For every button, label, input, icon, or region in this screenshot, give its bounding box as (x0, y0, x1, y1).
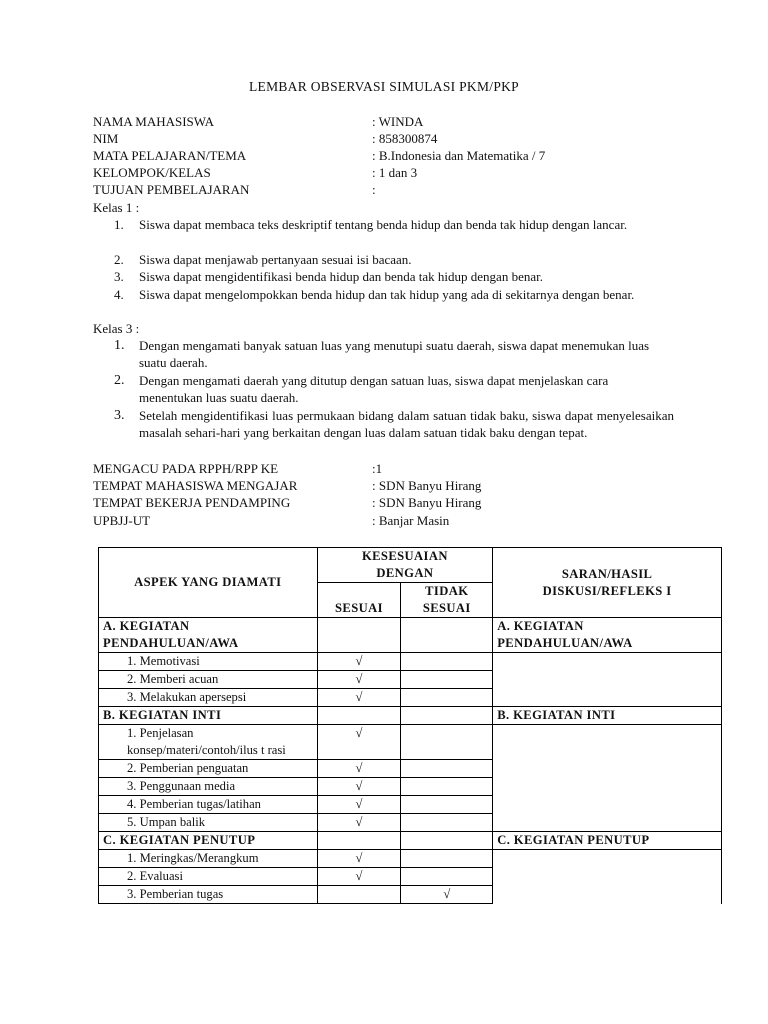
saran-cell (493, 725, 722, 832)
check-sesuai: √ (317, 725, 401, 760)
check-tidak: √ (401, 886, 493, 904)
info-label: NIM (93, 131, 119, 146)
header-tidak-sesuai: TIDAK SESUAI (401, 583, 493, 618)
aspek-cell: 1. Meringkas/Merangkum (99, 850, 318, 868)
aspek-cell: 2. Evaluasi (99, 868, 318, 886)
kelas1-heading: Kelas 1 : (93, 200, 140, 215)
table-row (99, 725, 722, 760)
table-row (99, 653, 722, 671)
aspek-cell: 1. Memotivasi (99, 653, 318, 671)
aspek-cell: 3. Penggunaan media (99, 778, 318, 796)
info-row-kelompok (93, 164, 417, 181)
info-row-tempat-pendamping (93, 494, 481, 511)
info-value: :1 (372, 461, 383, 476)
list-item (114, 286, 674, 303)
list-number: 1. (114, 338, 125, 353)
info-row-mapel (93, 147, 545, 164)
list-item (114, 268, 674, 285)
info-label: TEMPAT MAHASISWA MENGAJAR (93, 478, 298, 493)
list-number: 1. (114, 217, 124, 232)
info-label: NAMA MAHASISWA (93, 114, 214, 129)
section-c-saran: C. KEGIATAN PENUTUP (493, 832, 722, 850)
check-tidak (401, 653, 493, 671)
list-number: 3. (114, 269, 124, 284)
aspek-cell: 3. Melakukan apersepsi (99, 689, 318, 707)
check-sesuai: √ (317, 760, 401, 778)
check-tidak (401, 814, 493, 832)
list-text: Siswa dapat mengidentifikasi benda hidup dan benda tak hidup dengan benar. (139, 269, 543, 284)
section-a-heading: A. KEGIATAN PENDAHULUAN/AWA (99, 618, 318, 653)
header-kesesuaian: KESESUAIAN DENGAN (317, 548, 493, 583)
saran-cell (493, 850, 722, 904)
check-tidak (401, 868, 493, 886)
info-label: KELOMPOK/KELAS (93, 165, 211, 180)
check-sesuai: √ (317, 671, 401, 689)
check-sesuai: √ (317, 850, 401, 868)
empty-cell (401, 707, 493, 725)
kelas3-heading: Kelas 3 : (93, 321, 140, 336)
document-title: LEMBAR OBSERVASI SIMULASI PKM/PKP (248, 79, 519, 94)
info-value: : Banjar Masin (372, 513, 450, 528)
check-sesuai: √ (317, 778, 401, 796)
check-tidak (401, 796, 493, 814)
check-sesuai: √ (317, 796, 401, 814)
check-tidak (401, 725, 493, 760)
section-c-heading: C. KEGIATAN PENUTUP (99, 832, 318, 850)
check-tidak (401, 671, 493, 689)
list-item (114, 407, 674, 441)
check-sesuai: √ (317, 814, 401, 832)
table-row (99, 850, 722, 868)
info-label: TEMPAT BEKERJA PENDAMPING (93, 495, 291, 510)
aspek-cell: 1. Penjelasan konsep/materi/contoh/ilus t rasi (99, 725, 318, 760)
aspek-cell: 3. Pemberian tugas (99, 886, 318, 904)
list-text: Dengan mengamati daerah yang ditutup dengan satuan luas, siswa dapat menjelaskan cara menentukan luas suatu daerah. (139, 373, 609, 405)
observation-table (98, 547, 722, 904)
list-number: 2. (114, 252, 124, 267)
empty-cell (317, 707, 401, 725)
aspek-cell: 2. Pemberian penguatan (99, 760, 318, 778)
info-value: : WINDA (372, 114, 424, 129)
list-text: Dengan mengamati banyak satuan luas yang menutupi suatu daerah, siswa dapat menemukan luas suatu daerah. (139, 338, 650, 370)
list-text: Siswa dapat mengelompokkan benda hidup dan tak hidup yang ada di sekitarnya dengan benar. (139, 287, 635, 302)
info-row-tujuan (93, 181, 376, 198)
info-label: TUJUAN PEMBELAJARAN (93, 182, 250, 197)
check-tidak (401, 760, 493, 778)
info-value: : 1 dan 3 (372, 165, 418, 180)
info-row-nama (93, 113, 423, 130)
empty-cell (317, 832, 401, 850)
list-number: 4. (114, 287, 124, 302)
info-value: : (372, 182, 376, 197)
header-sesuai: SESUAI (317, 583, 401, 618)
aspek-cell: 4. Pemberian tugas/latihan (99, 796, 318, 814)
info-value: : B.Indonesia dan Matematika / 7 (372, 148, 546, 163)
info-label: UPBJJ-UT (93, 513, 151, 528)
check-sesuai (317, 886, 401, 904)
aspek-cell: 2. Memberi acuan (99, 671, 318, 689)
list-item (114, 372, 674, 406)
saran-cell (493, 653, 722, 707)
info-label: MATA PELAJARAN/TEMA (93, 148, 247, 163)
check-tidak (401, 850, 493, 868)
info-value: : SDN Banyu Hirang (372, 495, 482, 510)
list-item (114, 251, 674, 268)
list-number: 2. (114, 373, 125, 388)
empty-cell (317, 618, 401, 653)
section-b-saran: B. KEGIATAN INTI (493, 707, 722, 725)
aspek-cell: 5. Umpan balik (99, 814, 318, 832)
info-row-nim (93, 130, 437, 147)
section-a-saran: A. KEGIATAN PENDAHULUAN/AWA (493, 618, 722, 653)
info-label: MENGACU PADA RPPH/RPP KE (93, 461, 279, 476)
check-tidak (401, 778, 493, 796)
empty-cell (401, 832, 493, 850)
check-tidak (401, 689, 493, 707)
list-text: Siswa dapat menjawab pertanyaan sesuai isi bacaan. (139, 252, 412, 267)
info-row-upbjj (93, 512, 449, 529)
info-row-tempat-mengajar (93, 477, 481, 494)
check-sesuai: √ (317, 868, 401, 886)
info-row-rpp (93, 460, 382, 477)
empty-cell (401, 618, 493, 653)
list-item (114, 216, 674, 233)
info-value: : SDN Banyu Hirang (372, 478, 482, 493)
list-text: Setelah mengidentifikasi luas permukaan bidang dalam satuan tidak baku, siswa dapat menyelesaikan masalah sehari-hari yang berkaitan dengan luas dalam satuan tidak baku dengan tepat. (139, 408, 674, 440)
list-text: Siswa dapat membaca teks deskriptif tentang benda hidup dan benda tak hidup dengan lancar. (139, 217, 628, 232)
list-number: 3. (114, 408, 125, 423)
check-sesuai: √ (317, 653, 401, 671)
check-sesuai: √ (317, 689, 401, 707)
header-aspek: ASPEK YANG DIAMATI (99, 548, 318, 618)
section-b-heading: B. KEGIATAN INTI (99, 707, 318, 725)
info-value: : 858300874 (372, 131, 438, 146)
header-saran: SARAN/HASIL DISKUSI/REFLEKS I (493, 548, 722, 618)
list-item (114, 337, 674, 371)
